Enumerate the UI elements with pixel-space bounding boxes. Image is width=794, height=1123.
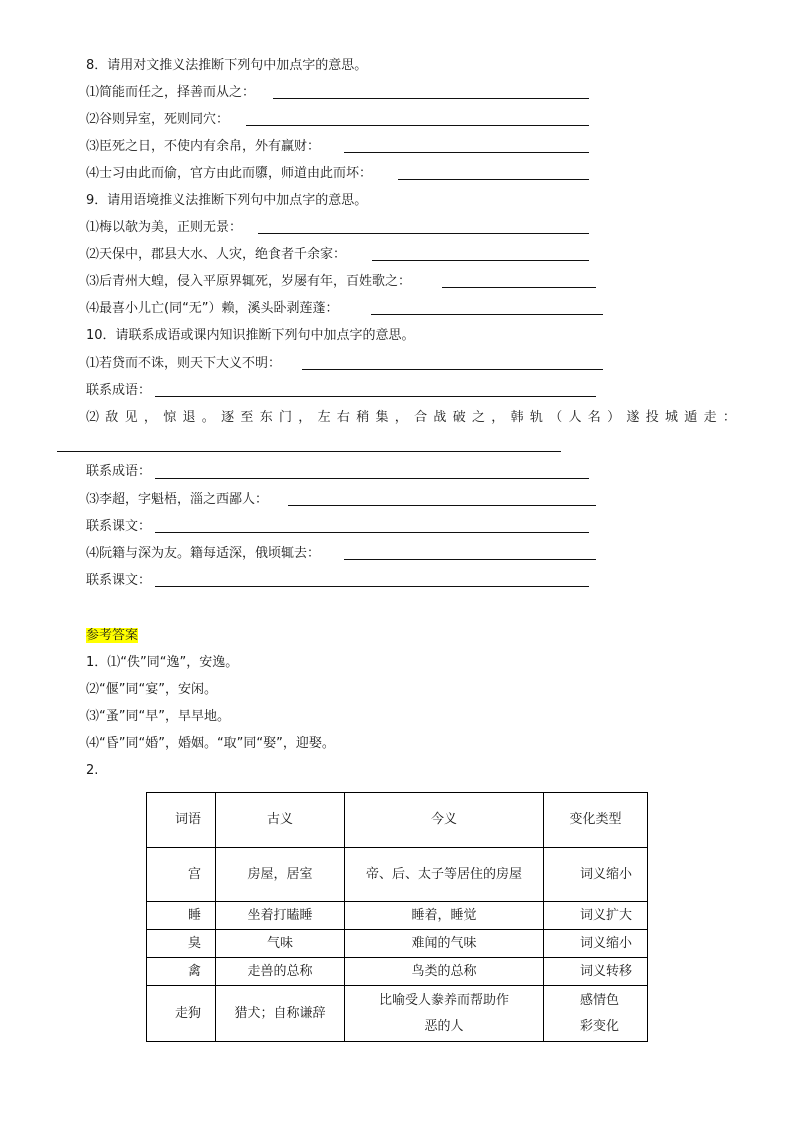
q9-item-2: ⑵天保中，郡县大水、人灾，绝食者千余家： (86, 247, 347, 262)
cell-ancient: 走兽的总称 (216, 958, 345, 986)
cell-ancient: 坐着打瞌睡 (216, 902, 345, 930)
table-row (147, 848, 648, 902)
q8-answer-blank-4[interactable] (398, 179, 589, 180)
q8-answer-blank-2[interactable] (246, 125, 589, 126)
header-change-type: 变化类型 (544, 793, 648, 848)
q10-item-4: ⑷阮籍与深为友。籍每适深，俄顷辄去： (86, 546, 321, 561)
table-row (147, 930, 648, 958)
cell-modern: 睡着，睡觉 (345, 902, 544, 930)
cell-modern: 难闻的气味 (345, 930, 544, 958)
cell-word: 宫 (147, 848, 216, 902)
table-row (147, 902, 648, 930)
q10-item-1: ⑴若贷而不诛，则天下大义不明： (86, 356, 282, 371)
cell-word: 睡 (147, 902, 216, 930)
q9-answer-blank-2[interactable] (372, 260, 589, 261)
q10-answer-blank-2[interactable] (57, 451, 561, 452)
q8-prompt: 8．请用对文推义法推断下列句中加点字的意思。 (86, 58, 368, 73)
answer-1-line-2: ⑵“偃”同“宴”，安闲。 (86, 682, 217, 697)
q10-answer-blank-3[interactable] (288, 505, 596, 506)
answer-1-line-1: 1．⑴“佚”同“逸”，安逸。 (86, 655, 239, 670)
q10-prompt: 10．请联系成语或课内知识推断下列句中加点字的意思。 (86, 328, 415, 343)
q8-item-3: ⑶臣死之日，不使内有余帛，外有赢财： (86, 139, 321, 154)
answer-1-line-3: ⑶“蚤”同“早”，早早地。 (86, 709, 230, 724)
cell-word: 臭 (147, 930, 216, 958)
cell-word: 走狗 (147, 986, 216, 1042)
q10-text-label-1: 联系课文： (86, 519, 152, 534)
cell-change: 词义缩小 (544, 848, 648, 902)
q10-idiom-label-2: 联系成语： (86, 464, 152, 479)
answers-heading (86, 627, 138, 645)
q10-answer-blank-4[interactable] (344, 559, 596, 560)
q9-item-3: ⑶后青州大蝗，侵入平原界辄死，岁屡有年，百姓歌之： (86, 274, 412, 289)
vocab-table (146, 792, 648, 1042)
cell-modern: 比喻受人豢养而帮助作恶的人 (345, 986, 544, 1042)
header-modern-meaning: 今义 (345, 793, 544, 848)
q9-prompt: 9．请用语境推义法推断下列句中加点字的意思。 (86, 193, 368, 208)
table-row (147, 986, 648, 1042)
q10-text-blank-2[interactable] (155, 586, 589, 587)
q10-item-3: ⑶李超，字魁梧，淄之西鄙人： (86, 492, 269, 507)
cell-change: 词义缩小 (544, 930, 648, 958)
q10-item-2: ⑵敌见，惊退。逐至东门，左右稍集，合战破之，韩轨（人名）遂投城遁走： (86, 410, 743, 425)
cell-ancient: 气味 (216, 930, 345, 958)
q9-answer-blank-1[interactable] (258, 233, 589, 234)
table-header-row (147, 793, 648, 848)
q10-text-blank-1[interactable] (155, 532, 589, 533)
cell-modern: 帝、后、太子等居住的房屋 (345, 848, 544, 902)
cell-ancient: 房屋，居室 (216, 848, 345, 902)
q8-answer-blank-1[interactable] (273, 98, 589, 99)
q8-answer-blank-3[interactable] (344, 152, 589, 153)
q8-item-1: ⑴简能而任之，择善而从之： (86, 85, 256, 100)
q10-idiom-blank-2[interactable] (155, 478, 589, 479)
cell-change: 词义转移 (544, 958, 648, 986)
q9-item-4: ⑷最喜小儿亡(同“无”）赖，溪头卧剥莲蓬： (86, 301, 339, 316)
header-word: 词语 (147, 793, 216, 848)
cell-change: 感情色彩变化 (544, 986, 648, 1042)
q10-text-label-2: 联系课文： (86, 573, 152, 588)
answer-1-line-4: ⑷“昏”同“婚”，婚姻。“取”同“娶”，迎娶。 (86, 736, 335, 751)
q9-item-1: ⑴梅以欹为美，正则无景： (86, 220, 243, 235)
q9-answer-blank-3[interactable] (442, 287, 596, 288)
cell-modern: 鸟类的总称 (345, 958, 544, 986)
q10-idiom-label-1: 联系成语： (86, 383, 152, 398)
table-row (147, 958, 648, 986)
header-ancient-meaning: 古义 (216, 793, 345, 848)
q10-answer-blank-1[interactable] (302, 369, 603, 370)
cell-word: 禽 (147, 958, 216, 986)
answers-heading-text: 参考答案 (86, 628, 139, 643)
answer-2-label: 2. (86, 763, 99, 778)
cell-change: 词义扩大 (544, 902, 648, 930)
q8-item-4: ⑷士习由此而偷，官方由此而隳，师道由此而坏： (86, 166, 373, 181)
cell-ancient: 猎犬；自称谦辞 (216, 986, 345, 1042)
q8-item-2: ⑵谷则异室，死则同穴： (86, 112, 230, 127)
q10-idiom-blank-1[interactable] (155, 396, 596, 397)
q9-answer-blank-4[interactable] (371, 314, 603, 315)
